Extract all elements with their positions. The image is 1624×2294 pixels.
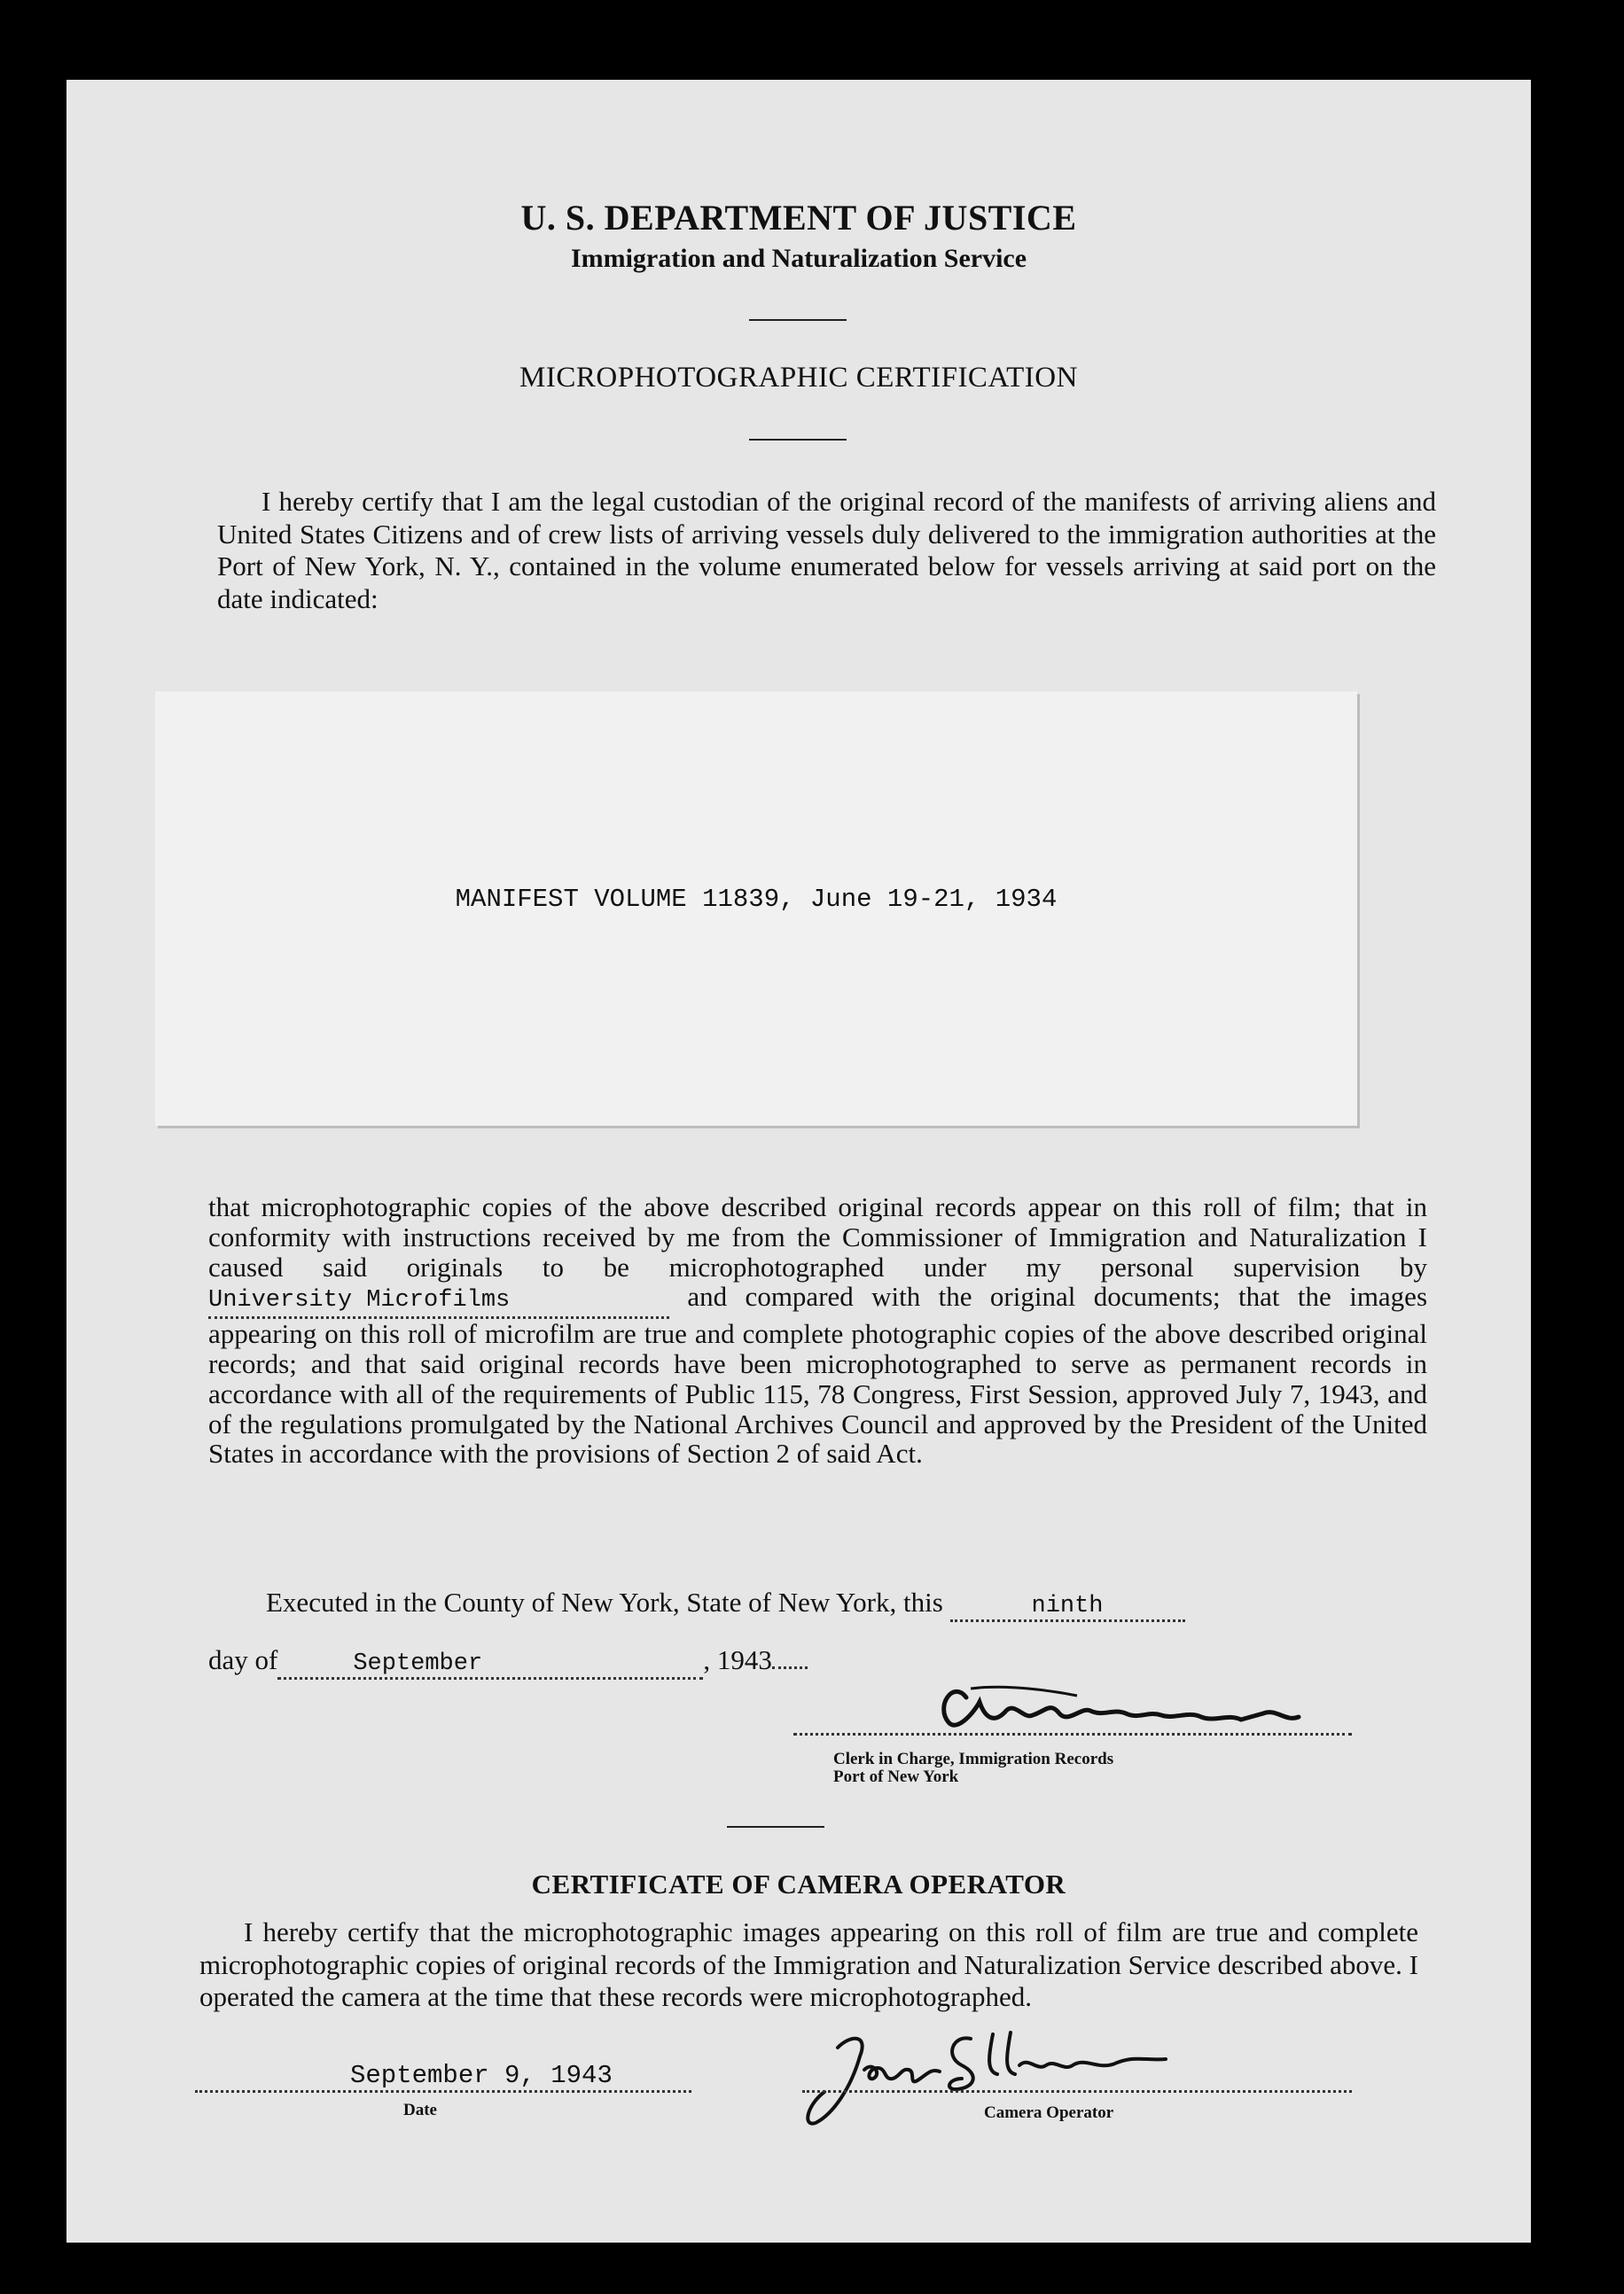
body-text-part2: and compared with the original documents; that the images appearing on this roll of microfilm are true and complete photographic copies of the above described original records; and that said original records have been microphotographed to serve as permanent records in accordance with all of the requirements of Public 115, 78 Congress, First Session, approved July 7, 1943, and of the regulations promulgated by the National Archives Council and approved by the President of the United States in accordance with the provisions of Section 2 of said Act. <box>208 1281 1428 1470</box>
clerk-signature-line <box>793 1733 1352 1736</box>
certification-title: MICROPHOTOGRAPHIC CERTIFICATION <box>519 362 1078 394</box>
day-value: ninth <box>1031 1593 1104 1619</box>
clerk-title <box>833 1751 1113 1786</box>
year-value: , 1943 <box>703 1644 772 1675</box>
camera-certificate-paragraph: I hereby certify that the microphotographic images appearing on this roll of film are true and complete microphotographic copies of original records of the Immigration and Naturalization Service described above. I operated the camera at the time that these records were microphotographed. <box>199 1916 1418 2012</box>
service-subheading: Immigration and Naturalization Service <box>570 244 1027 273</box>
year-trailing-dots <box>772 1666 808 1669</box>
clerk-title-line1: Clerk in Charge, Immigration Records <box>833 1750 1114 1768</box>
microfilmer-value: University Microfilms <box>208 1287 511 1315</box>
clerk-title-line2: Port of New York <box>833 1767 959 1786</box>
manifest-label: MANIFEST VOLUME 11839, June 19-21, 1934 <box>455 885 1058 914</box>
intro-paragraph: I hereby certify that I am the legal custodian of the original record of the manifests of arriving aliens and United States Citizens and of crew lists of arriving vessels duly delivered to the immigration authorities at the Port of New York, N. Y., contained in the volume enumerated below for vessels arriving at said port on the date indicated: <box>217 486 1436 614</box>
divider <box>749 319 847 321</box>
execution-prefix: Executed in the County of New York, State of New York, this <box>266 1587 943 1618</box>
date-line-executed <box>208 1644 808 1680</box>
camera-certificate-title: CERTIFICATE OF CAMERA OPERATOR <box>531 1869 1066 1900</box>
microfilmer-field <box>208 1282 669 1319</box>
execution-line <box>266 1587 1185 1622</box>
divider <box>727 1826 824 1828</box>
date-signature-line <box>195 2090 691 2093</box>
date-label: Date <box>403 2101 437 2119</box>
department-heading: U. S. DEPARTMENT OF JUSTICE <box>520 198 1077 238</box>
camera-operator-label: Camera Operator <box>984 2103 1114 2122</box>
day-field <box>950 1587 1185 1622</box>
certificate-sheet <box>66 80 1531 2243</box>
camera-operator-signature-line <box>802 2090 1352 2093</box>
month-value: September <box>353 1650 483 1677</box>
body-paragraph <box>208 1192 1427 1469</box>
clerk-signature <box>926 1671 1352 1737</box>
day-of-label: day of <box>208 1644 278 1675</box>
manifest-slip <box>155 691 1357 1126</box>
month-field <box>277 1644 703 1680</box>
operator-date-value: September 9, 1943 <box>350 2061 613 2090</box>
body-text-part1: that microphotographic copies of the above described original records appear on this roll of film; that in conformity with instructions received by me from the Commissioner of Immigration and Naturalization I caused said originals to be microphotographed under my personal supervision by <box>208 1191 1427 1283</box>
divider <box>749 439 847 441</box>
